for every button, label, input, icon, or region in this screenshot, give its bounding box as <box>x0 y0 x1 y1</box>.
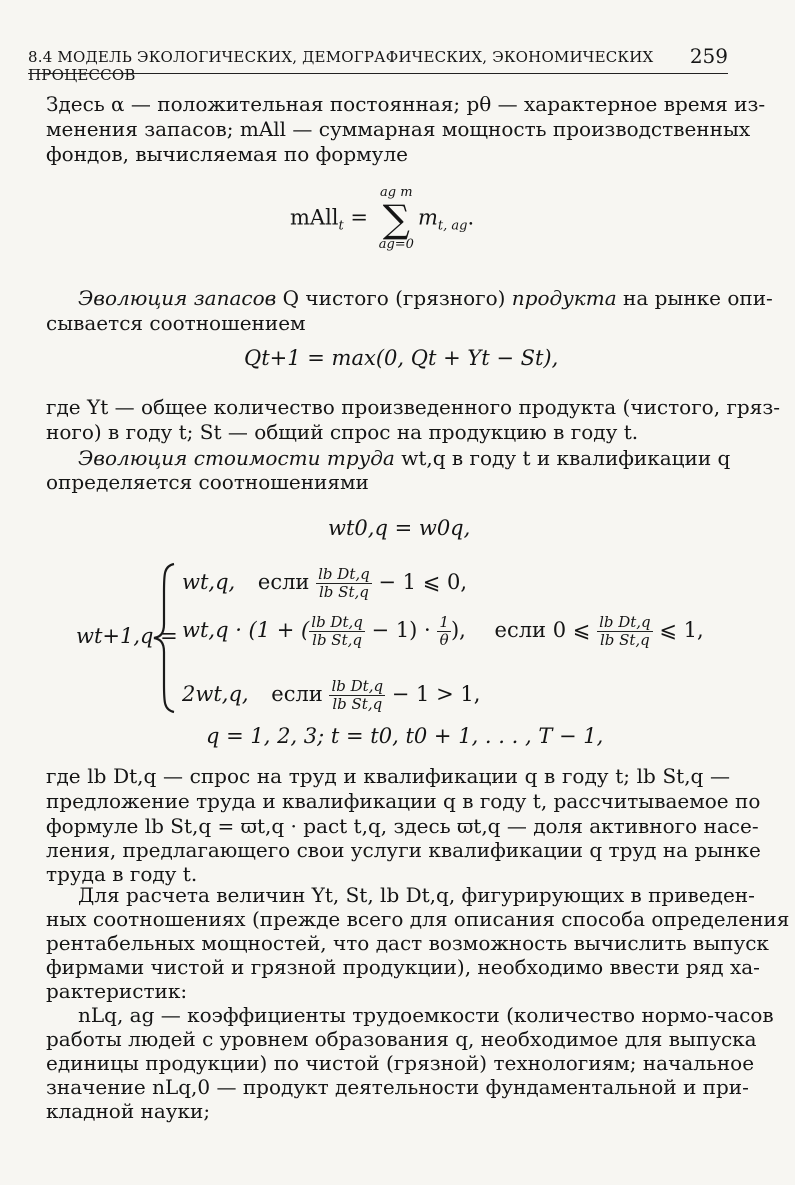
eq-term-sub: t, ag <box>437 218 468 234</box>
eq-sub: t <box>338 218 344 234</box>
text-line: рентабельных мощностей, что даст возможность вычислить выпуск <box>46 931 769 955</box>
text-line: Для расчета величин Yt, St, lb Dt,q, фигурирующих в приведен- <box>78 883 755 907</box>
fraction <box>309 614 365 649</box>
sum-lower-limit: ag=0 <box>378 237 414 252</box>
case-value: wt,q · (1 + ( <box>182 618 310 642</box>
text-line: рактеристик: <box>46 979 188 1003</box>
text-line: единицы продукции) по чистой (грязной) технологиям; начальное <box>46 1051 755 1075</box>
text-span: Q чистого (грязного) <box>276 286 512 310</box>
text-span: wt,q в году t и квалификации q <box>394 446 731 470</box>
text-line: ления, предлагающего свои услуги квалификации q труд на рынке <box>46 838 761 862</box>
equation-mall <box>290 186 474 252</box>
fraction-numerator: lb Dt,q <box>311 613 363 631</box>
eq-term: m <box>417 205 438 230</box>
equation-q: Qt+1 = max(0, Qt + Yt − St), <box>244 346 559 370</box>
text-line <box>78 446 730 470</box>
case-value: 2wt,q, <box>182 682 249 706</box>
case-condition-word: если 0 ⩽ <box>494 618 591 642</box>
case-expression: − 1) · <box>371 618 431 642</box>
text-line: nLq, ag — коэффициенты трудоемкости (количество нормо-часов <box>78 1003 774 1027</box>
case-condition-word: если <box>257 570 310 594</box>
text-line: работы людей с уровнем образования q, необходимое для выпуска <box>46 1027 757 1051</box>
text-line <box>78 286 773 310</box>
text-line: Здесь α — положительная постоянная; pθ — характерное время из- <box>46 92 766 116</box>
eq-end: . <box>467 205 475 230</box>
fraction-denominator: θ <box>439 631 449 649</box>
text-line: ного) в году t; St — общий спрос на продукцию в году t. <box>46 420 639 444</box>
equation-ranges: q = 1, 2, 3; t = t0, t0 + 1, . . . , T − 1, <box>206 724 604 748</box>
fraction-numerator: lb Dt,q <box>331 677 384 695</box>
running-header <box>28 44 728 84</box>
text-line: формуле lb St,q = ϖt,q · pact t,q, здесь ϖt,q — доля активного насе- <box>46 814 759 838</box>
case-value: wt,q, <box>182 570 236 594</box>
text-line: предложение труда и квалификации q в году t, рассчитываемое по <box>46 789 761 813</box>
italic-term: Эволюция запасов <box>78 286 277 310</box>
text-line: значение nLq,0 — продукт деятельности фундаментальной и при- <box>46 1075 749 1099</box>
fraction <box>329 678 385 713</box>
fraction-denominator: lb St,q <box>312 631 362 649</box>
text-line: фондов, вычисляемая по формуле <box>46 142 408 166</box>
fraction-denominator: lb St,q <box>599 631 650 649</box>
fraction <box>597 614 653 649</box>
case-condition-word: если <box>271 682 323 706</box>
piecewise-lhs: wt+1,q = <box>76 624 178 648</box>
eq-sign: = <box>343 205 375 230</box>
fraction-numerator: 1 <box>439 613 449 631</box>
eq-lhs: mAll <box>290 205 339 230</box>
piecewise-case-1 <box>182 566 467 601</box>
sigma-symbol: ∑ <box>382 197 410 241</box>
header-rule <box>28 73 728 74</box>
case-expression: ), <box>450 618 466 642</box>
sum-operator <box>379 186 414 252</box>
text-line: определяется соотношениями <box>46 470 369 494</box>
italic-term: Эволюция стоимости труда <box>78 446 395 470</box>
page-number: 259 <box>689 44 728 68</box>
text-line: менения запасов; mAll — суммарная мощность производственных <box>46 117 751 141</box>
text-span: на рынке опи- <box>616 286 773 310</box>
text-line: где Yt — общее количество произведенного продукта (чистого, гряз- <box>46 395 781 419</box>
fraction <box>437 614 451 649</box>
case-condition: − 1 > 1, <box>391 682 481 706</box>
equation-w0: wt0,q = w0q, <box>328 516 471 540</box>
piecewise-case-2 <box>182 614 704 649</box>
fraction-numerator: lb Dt,q <box>599 613 651 631</box>
case-condition: ⩽ 1, <box>659 618 704 642</box>
text-line: сывается соотношением <box>46 311 306 335</box>
text-line: труда в году t. <box>46 862 198 886</box>
left-brace-icon <box>152 562 178 714</box>
text-line: ных соотношениях (прежде всего для описания способа определения <box>46 907 790 931</box>
italic-term: продукта <box>511 286 617 310</box>
text-line: где lb Dt,q — спрос на труд и квалификации q в году t; lb St,q — <box>46 764 730 788</box>
text-line: кладной науки; <box>46 1099 211 1123</box>
text-line: фирмами чистой и грязной продукции), необходимо ввести ряд ха- <box>46 955 760 979</box>
sum-upper-limit: ag m <box>380 185 413 200</box>
fraction-denominator: lb St,q <box>319 583 369 601</box>
fraction-numerator: lb Dt,q <box>318 565 370 583</box>
piecewise-case-3 <box>182 678 480 713</box>
fraction <box>316 566 372 601</box>
section-title: 8.4 МОДЕЛЬ ЭКОЛОГИЧЕСКИХ, ДЕМОГРАФИЧЕСКИХ, ЭКОНОМИЧЕСКИХ ПРОЦЕССОВ <box>28 48 654 84</box>
fraction-denominator: lb St,q <box>332 695 383 713</box>
case-condition: − 1 ⩽ 0, <box>378 570 468 594</box>
